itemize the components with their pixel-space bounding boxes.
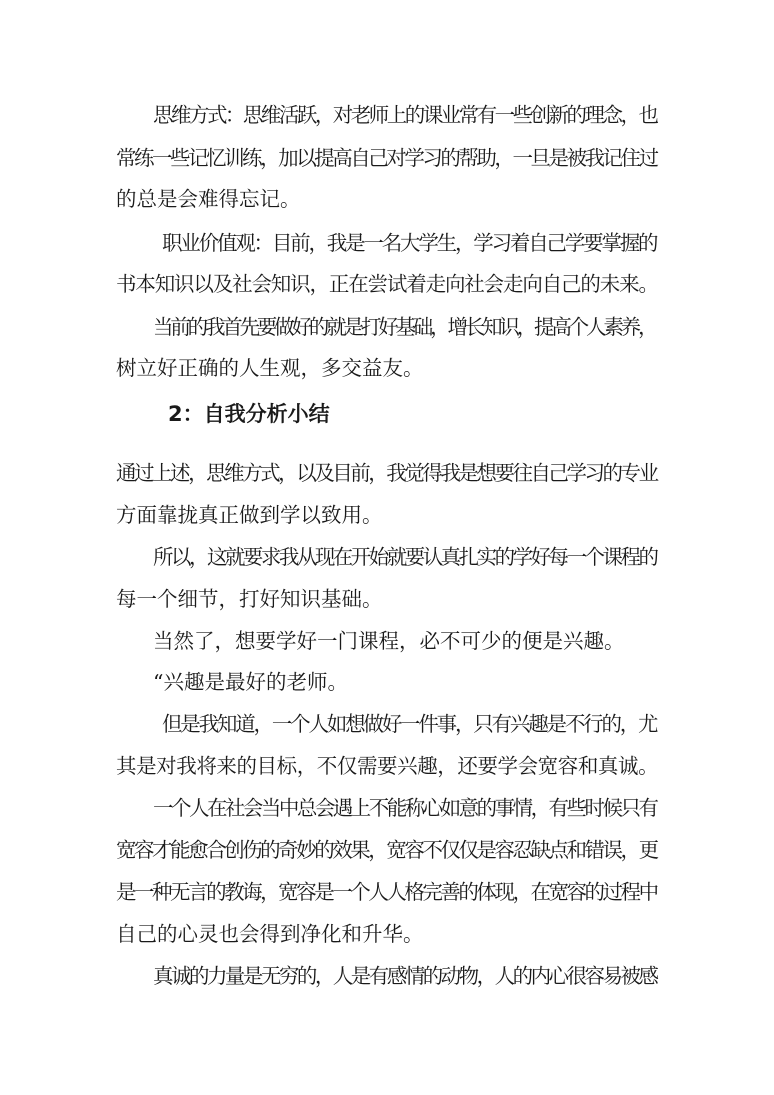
text-line: 一个人在社会当中总会遇上不能称心如意的事情，有些时候只有 [153, 796, 657, 820]
text-line: 思维方式：思维活跃，对老师上的课业常有一些创新的理念，也 [153, 103, 657, 127]
text-line: 每一个细节，打好知识基础。 [116, 587, 383, 611]
text-line: 但是我知道，一个人如想做好一件事，只有兴趣是不行的，尤 [162, 712, 657, 736]
text-line: 宽容才能愈合创伤的奇妙的效果，宽容不仅仅是容忍缺点和错误，更 [116, 838, 657, 862]
text-line: 当前的我首先要做好的就是打好基础，增长知识，提高个人素养， [153, 315, 656, 339]
text-line: 方面靠拢真正做到学以致用。 [116, 503, 383, 527]
text-line: 树立好正确的人生观，多交益友。 [116, 356, 424, 380]
text-line: 当然了，想要学好一门课程，必不可少的便是兴趣。 [153, 629, 625, 653]
text-line: 自己的心灵也会得到净化和升华。 [116, 922, 424, 946]
text-line: 常练一些记忆训练，加以提高自己对学习的帮助，一旦是被我记住过 [116, 146, 657, 170]
text-line: 职业价值观：目前，我是一名大学生，学习着自己学要掌握的 [162, 231, 657, 255]
text-line: 其是对我将来的目标，不仅需要兴趣，还要学会宽容和真诚。 [116, 754, 659, 778]
text-line: 的总是会难得忘记。 [116, 187, 301, 211]
text-line: 通过上述，思维方式，以及目前，我觉得我是想要往自己学习的专业 [116, 461, 657, 485]
text-line: “兴趣是最好的老师。 [153, 670, 348, 694]
text-line: 所以，这就要求我从现在开始就要认真扎实的学好每一个课程的 [153, 545, 657, 569]
text-line: 真诚的力量是无穷的，人是有感情的动物，人的内心很容易被感 [153, 964, 657, 988]
text-line: 是一种无言的教诲，宽容是一个人人格完善的体现，在宽容的过程中 [116, 880, 657, 904]
section-heading: 2：自我分析小结 [168, 402, 330, 426]
text-line: 书本知识以及社会知识，正在尝试着走向社会走向自己的未来。 [116, 272, 658, 296]
